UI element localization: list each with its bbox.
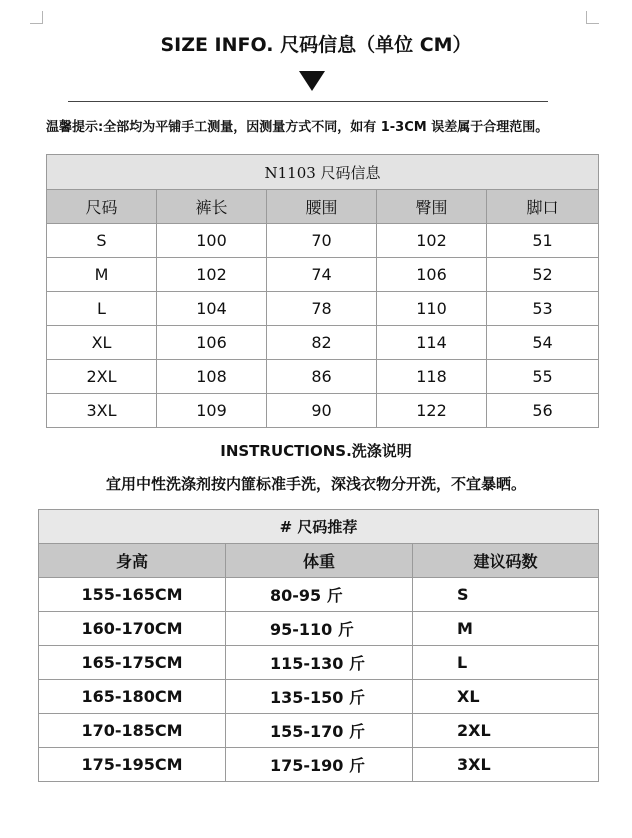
table-row [47,394,599,428]
size-table-caption: N1103 尺码信息 [47,155,599,190]
column-header: 身高 [39,544,226,578]
table-cell: 82 [267,326,377,360]
table-cell: 110 [377,292,487,326]
table-cell: 54 [487,326,599,360]
table-cell: 170-185CM [39,714,226,748]
table-cell: 102 [157,258,267,292]
column-header: 裤长 [157,190,267,224]
table-cell: 2XL [47,360,157,394]
table-cell: 102 [377,224,487,258]
table-cell: 3XL [413,748,599,782]
table-cell: 55 [487,360,599,394]
table-row [39,714,599,748]
table-cell: 115-130 斤 [226,646,413,680]
page-title: SIZE INFO. 尺码信息（单位 CM） [160,34,472,56]
column-header: 腰围 [267,190,377,224]
table-cell: 51 [487,224,599,258]
table-cell: 3XL [47,394,157,428]
table-cell: 175-190 斤 [226,748,413,782]
size-table-header [47,190,599,224]
washing-instructions: 宜用中性洗涤剂按内篚标准手洗，深浅衣物分开洗，不宜暴晒。 [105,475,526,493]
size-recommendation-table [38,509,599,782]
recommend-table-caption: # 尺码推荐 [39,510,599,544]
table-cell: 95-110 斤 [226,612,413,646]
table-row [47,224,599,258]
table-row [47,360,599,394]
table-row [39,578,599,612]
table-cell: 165-175CM [39,646,226,680]
table-cell: 86 [267,360,377,394]
table-row [47,258,599,292]
table-cell: 114 [377,326,487,360]
table-row [47,326,599,360]
table-cell: 118 [377,360,487,394]
table-cell: S [47,224,157,258]
measurement-tip: 温馨提示:全部均为平铺手工测量，因测量方式不同，如有 1-3CM 误差属于合理范围。 [46,120,549,135]
divider [68,101,548,102]
crop-mark-top-right [586,11,599,24]
table-row [39,646,599,680]
table-row [39,612,599,646]
table-cell: 109 [157,394,267,428]
table-cell: 106 [157,326,267,360]
table-cell: XL [47,326,157,360]
table-cell: 165-180CM [39,680,226,714]
down-triangle-icon [299,71,325,91]
table-cell: 70 [267,224,377,258]
table-cell: 78 [267,292,377,326]
table-cell: L [47,292,157,326]
table-cell: 160-170CM [39,612,226,646]
crop-mark-top-left [30,11,43,24]
column-header: 体重 [226,544,413,578]
table-row [39,748,599,782]
table-cell: XL [413,680,599,714]
table-cell: 106 [377,258,487,292]
table-cell: 2XL [413,714,599,748]
table-cell: 155-170 斤 [226,714,413,748]
column-header: 尺码 [47,190,157,224]
recommend-table-header [39,544,599,578]
table-cell: M [413,612,599,646]
table-cell: 100 [157,224,267,258]
table-cell: 80-95 斤 [226,578,413,612]
table-cell: 122 [377,394,487,428]
table-cell: M [47,258,157,292]
table-cell: 108 [157,360,267,394]
table-row [47,292,599,326]
table-cell: S [413,578,599,612]
instructions-title: INSTRUCTIONS.洗涤说明 [220,442,412,460]
table-cell: 135-150 斤 [226,680,413,714]
table-cell: 56 [487,394,599,428]
table-row [39,680,599,714]
table-cell: L [413,646,599,680]
size-table [46,154,599,428]
table-cell: 175-195CM [39,748,226,782]
column-header: 建议码数 [413,544,599,578]
table-cell: 52 [487,258,599,292]
table-cell: 53 [487,292,599,326]
table-cell: 74 [267,258,377,292]
table-cell: 90 [267,394,377,428]
column-header: 脚口 [487,190,599,224]
table-cell: 155-165CM [39,578,226,612]
table-cell: 104 [157,292,267,326]
column-header: 臀围 [377,190,487,224]
